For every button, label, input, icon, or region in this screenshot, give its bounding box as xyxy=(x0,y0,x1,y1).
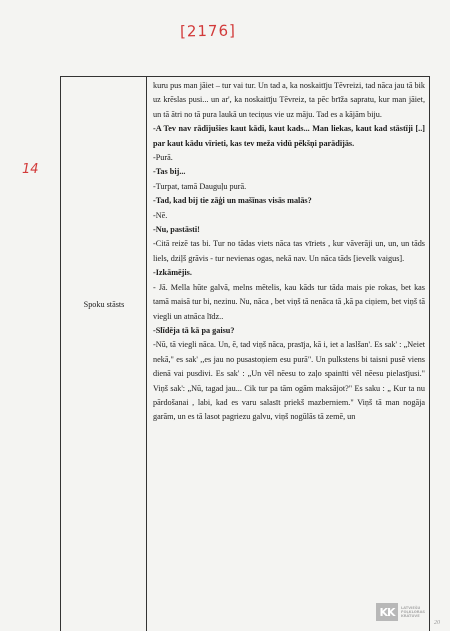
transcript-text xyxy=(153,79,425,425)
answer-paragraph: -Nū, tā viegli nāca. Un, ē, tad viņš nāca, prasīja, kā i, iet a laslšan'. Es sak' : „Neiet nekā," es sak' ,,es jau no pusastoņiem esu purā". Un pulkstens bi taisni pusē viens dienā vai pusdivi. Es sak' : „Un vēl nēesu to zaļo spainīti vēl nēesu pielasījusi." Viņš sak': „Nū, tagad jau... Cik tur pa tām ogām maksājot?" Es saku : „ Kur ta nu pārdošanai , labi, kad es varu salasīt priekš mazberniem." Viņš tā man nogāja garām, un es tā lasot pagriezu galvu, viņš nogūlās tā zemē, un xyxy=(153,340,425,422)
answer-paragraph: -Purā. xyxy=(153,153,173,163)
answer-paragraph: kuru pus man jāiet – tur vai tur. Un tad a, ka noskaitīju Tēvreizi, tad nāca jau tā bik uz krēslas pusi... un ar', ka noskaitīju Tēvreiz, ta pēc brīža sapratu, kur man jāiet, un tā ātri no tā pura laukā un teciņus vie uz māju. Tad es a kājām biju. xyxy=(153,81,425,119)
label-column xyxy=(61,77,147,631)
question-paragraph: -Tas bij... xyxy=(153,167,186,177)
question-paragraph: -A Tev nav rādījušies kaut kādi, kaut kads... Man liekas, kaut kad stāstīji [..] par kaut kādu vīrieti, kas tev meža vidū pēkšņi parādījās. xyxy=(153,124,425,148)
archive-logo xyxy=(376,603,425,621)
answer-paragraph: -Nē. xyxy=(153,210,168,220)
question-paragraph: -Nu, pastāsti! xyxy=(153,225,200,235)
answer-paragraph: - Jā. Mella hūte galvā, melns mētelis, kau kāds tur tāda mais pie rokas, bet kas tamā maisā tur bi, nezinu. Nu, nāca , bet viņš tā nenāca tā ,kā pa ciņiem, bet viņš tā viegli un atnāca līdz.. xyxy=(153,282,425,321)
logo-mark-icon: KK xyxy=(376,603,398,621)
answer-paragraph: -Citā reizē tas bi. Tur no tādas viets nāca tas vīriets , kur vāverāji un, un, un tāds liels, dziļš grāvis - tur nevienas ogas, nekā nav. Un nāca tāds [ievelk vaigus]. xyxy=(153,239,425,263)
question-paragraph: -Tad, kad bij tie zāģi un mašīnas visās malās? xyxy=(153,196,312,206)
question-paragraph: -Slīdēja tā kā pa gaisu? xyxy=(153,325,235,335)
answer-paragraph: -Turpat, tamā Dauguļu purā. xyxy=(153,181,247,191)
handwritten-margin-note: 14 xyxy=(22,162,39,177)
row-label: Spoku stāsts xyxy=(83,300,125,309)
transcript-table xyxy=(60,76,430,631)
question-paragraph: -Izkāmējis. xyxy=(153,268,192,278)
archive-number-stamp: [2176] xyxy=(179,21,237,41)
corner-mark: 20 xyxy=(434,620,440,626)
logo-text: LATVIEŠU FOLKLORAS KRĀTUVE xyxy=(401,605,425,619)
